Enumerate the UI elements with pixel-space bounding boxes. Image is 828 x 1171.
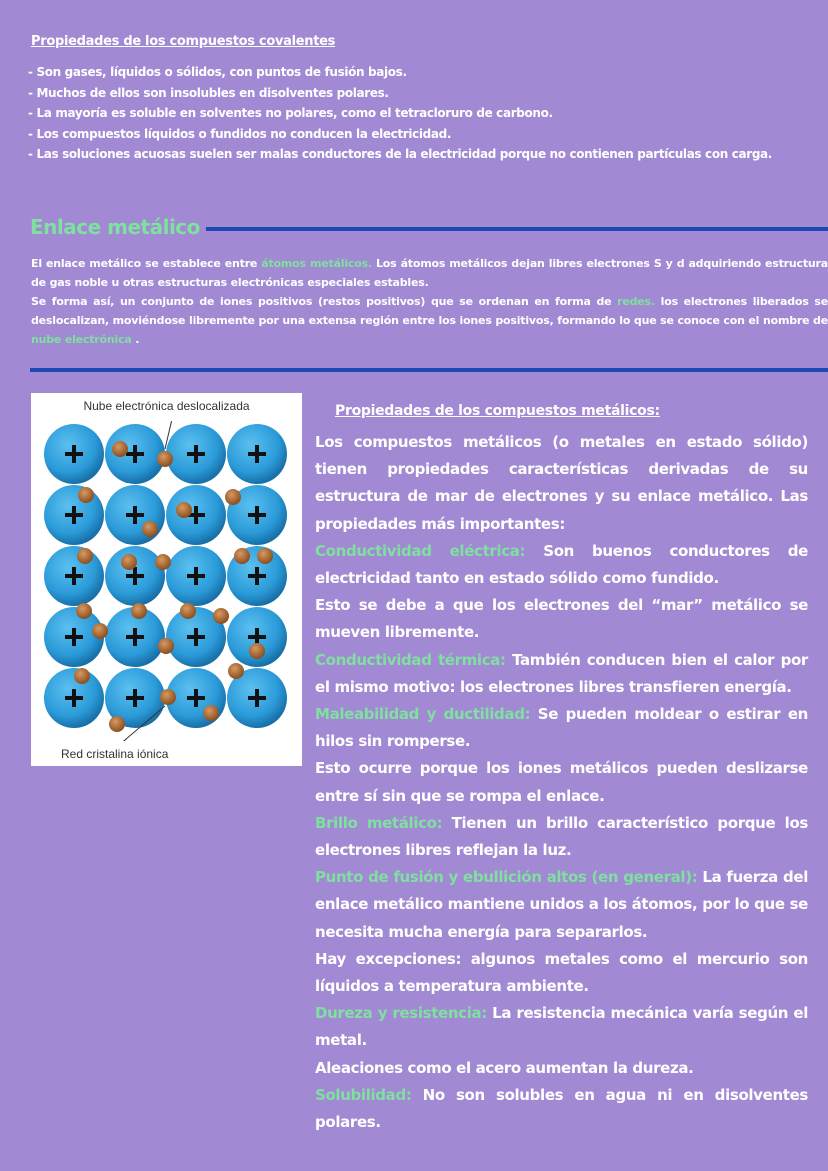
highlight-term: átomos metálicos. [261,257,372,270]
intro-text: los electrones liberados se deslocalizan, moviéndose libremente por una extensa región entre los iones positivos, formando lo que se conoce con el nombre de [31,295,828,327]
property-item [315,538,808,592]
property-text: Son buenos conductores de electricidad tanto en estado sólido como fundido. [315,541,808,588]
intro-text: . [131,333,140,346]
properties-title: Propiedades de los compuestos metálicos: [335,403,660,419]
list-item: - Muchos de ellos son insolubles en disolventes polares. [28,85,389,100]
section-header [30,215,828,239]
property-note: Esto ocurre porque los iones metálicos pueden deslizarse entre sí sin que se rompa el enlace. [315,759,808,805]
property-text: La resistencia mecánica varía según el metal. [315,1004,808,1050]
property-text: No son solubles en agua ni en disolventes polares. [315,1085,808,1132]
intro-text: Los átomos metálicos dejan libres electrones S y d adquiriendo estructura de gas noble u otras estructuras electrónicas especiales estables. [31,257,828,289]
highlight-term: nube electrónica [31,333,132,346]
property-text: La fuerza del enlace metálico mantiene unidos a los átomos, por lo que se necesita mucha energía para separarlos. [315,868,808,941]
list-item: - Las soluciones acuosas suelen ser malas conductores de la electricidad porque no contienen partículas con carga. [28,147,773,161]
metallic-lattice-figure [31,393,302,766]
property-label: Punto de fusión y ebullición altos (en general): [315,868,698,887]
figure-label-top: Nube electrónica deslocalizada [83,399,250,413]
property-note: Esto se debe a que los electrones del “mar” metálico se mueven libremente. [315,596,808,642]
list-item: - Son gases, líquidos o sólidos, con puntos de fusión bajos. [28,65,407,79]
property-item [315,701,808,755]
metallic-intro [31,254,828,349]
properties-intro: Los compuestos metálicos (o metales en estado sólido) tienen propiedades características derivadas de su estructura de mar de electrones y su enlace metálico. Las propiedades más importantes: [315,433,808,533]
property-item [315,810,808,864]
property-text: También conducen bien el calor por el mismo motivo: los electrones libres transfieren energía. [315,650,808,696]
property-item [315,1000,808,1054]
intro-text: Se forma así, un conjunto de iones positivos (restos positivos) que se ordenan en forma de [31,295,618,308]
property-note: Hay excepciones: algunos metales como el mercurio son líquidos a temperatura ambiente. [315,949,808,996]
property-label: Maleabilidad y ductilidad: [315,705,531,724]
properties-body [315,429,808,1136]
covalent-title: Propiedades de los compuestos covalentes [31,34,336,49]
covalent-properties-list [28,62,772,165]
section-title: Enlace metálico [30,215,200,239]
figure-label-bottom: Red cristalina iónica [61,747,169,761]
divider [206,227,828,231]
property-text: Tienen un brillo característico porque los electrones libres reflejan la luz. [315,813,808,860]
property-label: Dureza y resistencia: [315,1004,487,1023]
property-text: Se pueden moldear o estirar en hilos sin romperse. [315,705,808,751]
property-item [315,864,808,946]
lattice-diagram [37,421,297,741]
highlight-term: redes. [617,295,655,308]
property-label: Conductividad térmica: [315,650,506,669]
property-note: Aleaciones como el acero aumentan la dureza. [315,1058,694,1077]
property-item [315,1082,808,1136]
intro-text: El enlace metálico se establece entre [31,257,262,270]
property-label: Solubilidad: [315,1085,412,1104]
property-label: Brillo metálico: [315,813,443,832]
divider [30,368,828,372]
property-item [315,647,808,701]
list-item: - Los compuestos líquidos o fundidos no conducen la electricidad. [28,126,452,141]
list-item: - La mayoría es soluble en solventes no polares, como el tetracloruro de carbono. [28,106,553,120]
property-label: Conductividad eléctrica: [315,541,526,560]
